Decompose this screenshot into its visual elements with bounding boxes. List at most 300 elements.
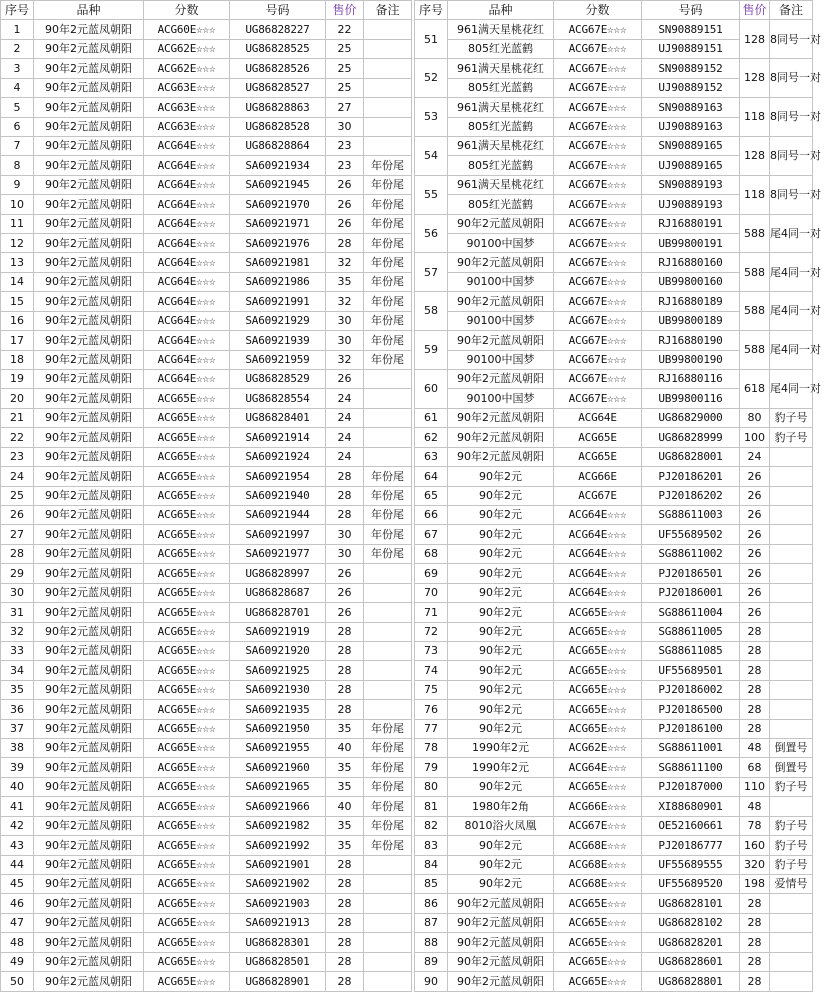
note-cell: [364, 641, 412, 660]
serial-number: 85: [415, 874, 448, 893]
serial-code-cell: UG86828528: [230, 117, 326, 136]
serial-code-cell: SA60921955: [230, 739, 326, 758]
serial-number: 8: [1, 156, 34, 175]
price-cell: 28: [740, 719, 770, 738]
grade-cell: ACG64E☆☆☆: [554, 525, 642, 544]
grade-cell: ACG65E☆☆☆: [144, 622, 230, 641]
serial-code-cell: UG86828864: [230, 136, 326, 155]
serial-number: 12: [1, 234, 34, 253]
grade-cell: ACG65E☆☆☆: [554, 952, 642, 971]
serial-code-cell: UF55689520: [642, 874, 740, 893]
table-row: [1, 583, 412, 602]
price-cell: 28: [740, 661, 770, 680]
table-row: [1, 525, 412, 544]
serial-code-cell: SN90889193: [642, 175, 740, 194]
serial-code-cell: SA60921901: [230, 855, 326, 874]
variety-cell: 90年2元: [448, 836, 554, 855]
variety-cell: 90年2元蓝凤朝阳: [34, 195, 144, 214]
serial-code-cell: SA60921959: [230, 350, 326, 369]
variety-cell: 90年2元: [448, 777, 554, 796]
variety-cell: 90年2元蓝凤朝阳: [34, 894, 144, 913]
table-row: [415, 700, 813, 719]
note-cell: [364, 913, 412, 932]
price-cell: 588: [740, 253, 770, 292]
grade-cell: ACG67E☆☆☆: [554, 195, 642, 214]
serial-code-cell: SA60921992: [230, 836, 326, 855]
table-row: [1, 311, 412, 330]
grade-cell: ACG67E☆☆☆: [554, 214, 642, 233]
table-row: [1, 350, 412, 369]
table-row: [415, 777, 813, 796]
serial-code-cell: UB99800189: [642, 311, 740, 330]
variety-cell: 1980年2角: [448, 797, 554, 816]
price-cell: 28: [326, 874, 364, 893]
variety-cell: 90年2元蓝凤朝阳: [34, 680, 144, 699]
price-cell: 80: [740, 408, 770, 427]
serial-code-cell: SG88611085: [642, 641, 740, 660]
note-cell: [770, 719, 813, 738]
table-row: [1, 661, 412, 680]
table-row: [415, 661, 813, 680]
variety-cell: 90年2元蓝凤朝阳: [448, 331, 554, 350]
pair-row: [415, 214, 813, 233]
right-header-grade: 分数: [554, 1, 642, 20]
grade-cell: ACG65E☆☆☆: [144, 933, 230, 952]
serial-code-cell: SA60921929: [230, 311, 326, 330]
right-header-variety: 品种: [448, 1, 554, 20]
serial-number: 6: [1, 117, 34, 136]
grade-cell: ACG64E☆☆☆: [554, 544, 642, 563]
variety-cell: 90年2元蓝凤朝阳: [34, 972, 144, 991]
serial-number: 17: [1, 331, 34, 350]
note-cell: 豹子号: [770, 855, 813, 874]
grade-cell: ACG65E☆☆☆: [554, 719, 642, 738]
variety-cell: 90年2元蓝凤朝阳: [34, 467, 144, 486]
variety-cell: 90年2元: [448, 564, 554, 583]
note-cell: 年份尾: [364, 719, 412, 738]
serial-code-cell: OE52160661: [642, 816, 740, 835]
note-cell: [770, 797, 813, 816]
serial-number: 68: [415, 544, 448, 563]
serial-number: 53: [415, 98, 448, 137]
price-cell: 28: [740, 622, 770, 641]
note-cell: [770, 661, 813, 680]
grade-cell: ACG67E☆☆☆: [554, 292, 642, 311]
note-cell: [364, 622, 412, 641]
variety-cell: 90年2元蓝凤朝阳: [34, 253, 144, 272]
grade-cell: ACG65E☆☆☆: [144, 797, 230, 816]
serial-code-cell: SA60921986: [230, 272, 326, 291]
serial-number: 37: [1, 719, 34, 738]
price-cell: 110: [740, 777, 770, 796]
serial-number: 79: [415, 758, 448, 777]
price-cell: 28: [740, 700, 770, 719]
price-cell: 30: [326, 331, 364, 350]
variety-cell: 90年2元蓝凤朝阳: [448, 952, 554, 971]
table-row: [1, 739, 412, 758]
table-row: [1, 894, 412, 913]
variety-cell: 90年2元蓝凤朝阳: [34, 78, 144, 97]
grade-cell: ACG65E☆☆☆: [144, 758, 230, 777]
note-cell: 爱情号: [770, 874, 813, 893]
variety-cell: 90年2元蓝凤朝阳: [34, 428, 144, 447]
serial-code-cell: SA60921934: [230, 156, 326, 175]
grade-cell: ACG65E☆☆☆: [144, 661, 230, 680]
note-cell: [364, 59, 412, 78]
table-row: [415, 428, 813, 447]
note-cell: [364, 972, 412, 991]
variety-cell: 90年2元蓝凤朝阳: [34, 661, 144, 680]
note-cell: 年份尾: [364, 739, 412, 758]
serial-code-cell: SA60921935: [230, 700, 326, 719]
price-cell: 24: [326, 408, 364, 427]
variety-cell: 90年2元蓝凤朝阳: [34, 797, 144, 816]
variety-cell: 90100中国梦: [448, 234, 554, 253]
note-cell: 年份尾: [364, 467, 412, 486]
grade-cell: ACG67E☆☆☆: [554, 272, 642, 291]
price-cell: 588: [740, 292, 770, 331]
grade-cell: ACG67E☆☆☆: [554, 311, 642, 330]
grade-cell: ACG63E☆☆☆: [144, 98, 230, 117]
note-cell: 年份尾: [364, 292, 412, 311]
grade-cell: ACG63E☆☆☆: [144, 78, 230, 97]
table-row: [415, 505, 813, 524]
grade-cell: ACG65E☆☆☆: [554, 933, 642, 952]
serial-number: 30: [1, 583, 34, 602]
table-row: [415, 408, 813, 427]
grade-cell: ACG67E☆☆☆: [554, 39, 642, 58]
table-row: [415, 525, 813, 544]
table-row: [1, 59, 412, 78]
price-cell: 128: [740, 136, 770, 175]
price-cell: 28: [326, 855, 364, 874]
serial-number: 3: [1, 59, 34, 78]
variety-cell: 90年2元蓝凤朝阳: [34, 350, 144, 369]
grade-cell: ACG65E☆☆☆: [144, 680, 230, 699]
grade-cell: ACG65E☆☆☆: [144, 486, 230, 505]
variety-cell: 90年2元: [448, 661, 554, 680]
price-cell: 28: [326, 467, 364, 486]
price-cell: 32: [326, 292, 364, 311]
price-cell: 78: [740, 816, 770, 835]
price-cell: 26: [326, 583, 364, 602]
variety-cell: 90年2元蓝凤朝阳: [34, 311, 144, 330]
grade-cell: ACG65E☆☆☆: [144, 525, 230, 544]
grade-cell: ACG68E☆☆☆: [554, 874, 642, 893]
serial-code-cell: UG86828001: [642, 447, 740, 466]
serial-code-cell: SA60921982: [230, 816, 326, 835]
grade-cell: ACG65E☆☆☆: [144, 447, 230, 466]
variety-cell: 90年2元蓝凤朝阳: [34, 272, 144, 291]
serial-number: 16: [1, 311, 34, 330]
serial-number: 15: [1, 292, 34, 311]
price-cell: 26: [326, 214, 364, 233]
serial-number: 58: [415, 292, 448, 331]
grade-cell: ACG64E☆☆☆: [144, 195, 230, 214]
variety-cell: 1990年2元: [448, 739, 554, 758]
price-cell: 28: [326, 234, 364, 253]
note-cell: [770, 505, 813, 524]
grade-cell: ACG65E☆☆☆: [144, 836, 230, 855]
serial-number: 60: [415, 370, 448, 409]
table-row: [415, 622, 813, 641]
table-row: [1, 389, 412, 408]
grade-cell: ACG65E☆☆☆: [144, 816, 230, 835]
serial-code-cell: SA60921991: [230, 292, 326, 311]
note-cell: [364, 447, 412, 466]
variety-cell: 805红光蓝鹤: [448, 39, 554, 58]
note-cell: [364, 700, 412, 719]
serial-number: 89: [415, 952, 448, 971]
serial-code-cell: UJ90889151: [642, 39, 740, 58]
grade-cell: ACG64E☆☆☆: [144, 234, 230, 253]
note-cell: [364, 564, 412, 583]
serial-code-cell: SA60921925: [230, 661, 326, 680]
grade-cell: ACG65E☆☆☆: [554, 972, 642, 991]
variety-cell: 90年2元: [448, 680, 554, 699]
serial-number: 4: [1, 78, 34, 97]
serial-code-cell: UF55689501: [642, 661, 740, 680]
serial-code-cell: UG86828101: [642, 894, 740, 913]
table-row: [1, 680, 412, 699]
variety-cell: 90年2元蓝凤朝阳: [34, 505, 144, 524]
serial-code-cell: UF55689502: [642, 525, 740, 544]
serial-code-cell: RJ16880116: [642, 370, 740, 389]
price-cell: 26: [740, 583, 770, 602]
variety-cell: 90年2元蓝凤朝阳: [34, 389, 144, 408]
table-row: [415, 933, 813, 952]
note-cell: 年份尾: [364, 175, 412, 194]
table-row: [1, 428, 412, 447]
serial-code-cell: SA60921944: [230, 505, 326, 524]
price-cell: 28: [326, 486, 364, 505]
serial-code-cell: SA60921960: [230, 758, 326, 777]
pair-row: [415, 175, 813, 194]
table-row: [1, 758, 412, 777]
table-row: [1, 195, 412, 214]
grade-cell: ACG65E☆☆☆: [144, 603, 230, 622]
note-cell: 豹子号: [770, 408, 813, 427]
note-cell: [770, 583, 813, 602]
serial-number: 80: [415, 777, 448, 796]
variety-cell: 90年2元蓝凤朝阳: [34, 758, 144, 777]
serial-code-cell: UG86828801: [642, 972, 740, 991]
variety-cell: 90100中国梦: [448, 350, 554, 369]
variety-cell: 90年2元蓝凤朝阳: [34, 331, 144, 350]
pair-row: [415, 370, 813, 389]
grade-cell: ACG67E☆☆☆: [554, 234, 642, 253]
table-row: [415, 836, 813, 855]
variety-cell: 90年2元蓝凤朝阳: [34, 447, 144, 466]
variety-cell: 90年2元: [448, 855, 554, 874]
serial-number: 33: [1, 641, 34, 660]
serial-code-cell: UG86828999: [642, 428, 740, 447]
price-cell: 28: [740, 972, 770, 991]
price-cell: 68: [740, 758, 770, 777]
pair-row: [415, 136, 813, 155]
note-cell: [364, 428, 412, 447]
serial-number: 46: [1, 894, 34, 913]
serial-code-cell: PJ20186002: [642, 680, 740, 699]
serial-code-cell: SA60921939: [230, 331, 326, 350]
grade-cell: ACG65E☆☆☆: [554, 622, 642, 641]
serial-code-cell: PJ20186100: [642, 719, 740, 738]
variety-cell: 90年2元蓝凤朝阳: [34, 234, 144, 253]
note-cell: [770, 467, 813, 486]
serial-code-cell: SN90889163: [642, 98, 740, 117]
variety-cell: 90年2元蓝凤朝阳: [34, 408, 144, 427]
price-cell: 35: [326, 272, 364, 291]
variety-cell: 90年2元蓝凤朝阳: [34, 486, 144, 505]
serial-number: 62: [415, 428, 448, 447]
price-cell: 25: [326, 78, 364, 97]
table-row: [1, 175, 412, 194]
grade-cell: ACG64E☆☆☆: [144, 370, 230, 389]
serial-code-cell: SG88611100: [642, 758, 740, 777]
price-cell: 30: [326, 311, 364, 330]
price-cell: 35: [326, 719, 364, 738]
serial-number: 2: [1, 39, 34, 58]
serial-number: 23: [1, 447, 34, 466]
grade-cell: ACG65E☆☆☆: [144, 913, 230, 932]
serial-code-cell: SA60921919: [230, 622, 326, 641]
grade-cell: ACG64E☆☆☆: [144, 156, 230, 175]
grade-cell: ACG65E☆☆☆: [554, 603, 642, 622]
grade-cell: ACG65E☆☆☆: [144, 408, 230, 427]
note-cell: [364, 78, 412, 97]
variety-cell: 90年2元: [448, 622, 554, 641]
table-row: [1, 933, 412, 952]
variety-cell: 90年2元蓝凤朝阳: [34, 117, 144, 136]
serial-number: 1: [1, 20, 34, 39]
grade-cell: ACG67E☆☆☆: [554, 78, 642, 97]
note-cell: 尾4同一对: [770, 370, 813, 409]
grade-cell: ACG67E☆☆☆: [554, 156, 642, 175]
grade-cell: ACG67E☆☆☆: [554, 389, 642, 408]
serial-number: 71: [415, 603, 448, 622]
grade-cell: ACG64E☆☆☆: [144, 311, 230, 330]
serial-number: 82: [415, 816, 448, 835]
pair-row: [415, 292, 813, 311]
price-cell: 26: [326, 564, 364, 583]
serial-code-cell: SA60921966: [230, 797, 326, 816]
serial-code-cell: RJ16880190: [642, 331, 740, 350]
variety-cell: 90年2元蓝凤朝阳: [34, 136, 144, 155]
serial-code-cell: UG86828527: [230, 78, 326, 97]
serial-number: 22: [1, 428, 34, 447]
serial-number: 9: [1, 175, 34, 194]
price-cell: 24: [326, 389, 364, 408]
serial-code-cell: SA60921997: [230, 525, 326, 544]
serial-code-cell: SA60921940: [230, 486, 326, 505]
table-row: [1, 234, 412, 253]
grade-cell: ACG67E☆☆☆: [554, 350, 642, 369]
variety-cell: 90年2元蓝凤朝阳: [34, 583, 144, 602]
grade-cell: ACG65E☆☆☆: [144, 505, 230, 524]
price-cell: 28: [740, 641, 770, 660]
left-header-row: [1, 1, 412, 20]
price-cell: 24: [326, 428, 364, 447]
variety-cell: 90年2元: [448, 486, 554, 505]
price-cell: 128: [740, 59, 770, 98]
variety-cell: 90100中国梦: [448, 389, 554, 408]
variety-cell: 90年2元蓝凤朝阳: [34, 214, 144, 233]
price-cell: 25: [326, 39, 364, 58]
variety-cell: 805红光蓝鹤: [448, 78, 554, 97]
serial-code-cell: SN90889151: [642, 20, 740, 39]
variety-cell: 90年2元蓝凤朝阳: [34, 59, 144, 78]
price-cell: 28: [740, 933, 770, 952]
note-cell: 年份尾: [364, 195, 412, 214]
table-row: [415, 719, 813, 738]
right-header-code: 号码: [642, 1, 740, 20]
serial-code-cell: RJ16880189: [642, 292, 740, 311]
note-cell: 年份尾: [364, 836, 412, 855]
grade-cell: ACG60E☆☆☆: [144, 20, 230, 39]
note-cell: [364, 933, 412, 952]
left-header-note: 备注: [364, 1, 412, 20]
serial-number: 66: [415, 505, 448, 524]
left-header-price: 售价: [326, 1, 364, 20]
variety-cell: 961满天星桃花红: [448, 20, 554, 39]
variety-cell: 961满天星桃花红: [448, 175, 554, 194]
grade-cell: ACG65E☆☆☆: [554, 661, 642, 680]
variety-cell: 961满天星桃花红: [448, 136, 554, 155]
serial-code-cell: SG88611005: [642, 622, 740, 641]
price-cell: 28: [326, 952, 364, 971]
serial-number: 18: [1, 350, 34, 369]
grade-cell: ACG67E☆☆☆: [554, 175, 642, 194]
serial-number: 63: [415, 447, 448, 466]
table-row: [415, 952, 813, 971]
grade-cell: ACG64E☆☆☆: [554, 564, 642, 583]
right-header-price: 售价: [740, 1, 770, 20]
serial-number: 54: [415, 136, 448, 175]
table-row: [415, 680, 813, 699]
variety-cell: 90年2元蓝凤朝阳: [34, 564, 144, 583]
table-row: [1, 641, 412, 660]
note-cell: 年份尾: [364, 505, 412, 524]
variety-cell: 90年2元蓝凤朝阳: [34, 175, 144, 194]
price-cell: 30: [326, 544, 364, 563]
table-row: [1, 913, 412, 932]
note-cell: 年份尾: [364, 234, 412, 253]
price-cell: 23: [326, 136, 364, 155]
serial-code-cell: UJ90889152: [642, 78, 740, 97]
note-cell: [364, 136, 412, 155]
price-cell: 588: [740, 331, 770, 370]
table-row: [1, 874, 412, 893]
variety-cell: 90年2元蓝凤朝阳: [448, 408, 554, 427]
note-cell: 尾4同一对: [770, 331, 813, 370]
price-cell: 35: [326, 758, 364, 777]
note-cell: 倒置号: [770, 758, 813, 777]
table-row: [1, 777, 412, 796]
serial-number: 14: [1, 272, 34, 291]
variety-cell: 90年2元蓝凤朝阳: [34, 874, 144, 893]
serial-code-cell: UG86828525: [230, 39, 326, 58]
note-cell: 8同号一对: [770, 59, 813, 98]
variety-cell: 90年2元: [448, 700, 554, 719]
price-cell: 23: [326, 156, 364, 175]
table-row: [1, 952, 412, 971]
price-cell: 40: [326, 797, 364, 816]
note-cell: 8同号一对: [770, 175, 813, 214]
grade-cell: ACG65E☆☆☆: [554, 700, 642, 719]
price-cell: 26: [326, 370, 364, 389]
note-cell: [770, 933, 813, 952]
serial-code-cell: PJ20187000: [642, 777, 740, 796]
